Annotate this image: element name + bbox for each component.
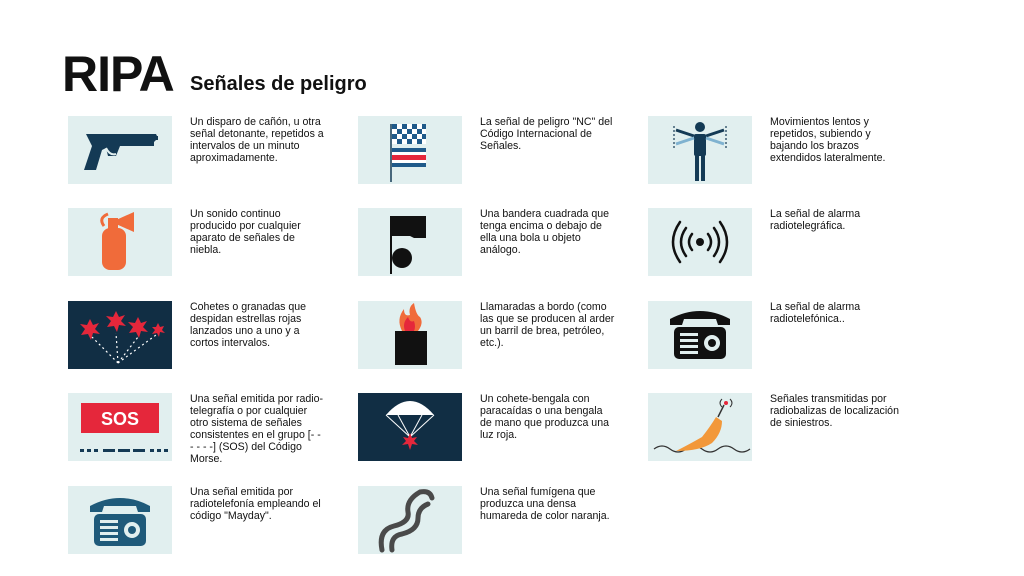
- burning-barrel-icon: [358, 301, 462, 369]
- fireworks-icon: [68, 301, 172, 369]
- telephone-icon: [648, 301, 752, 369]
- signal-description: Un cohete-bengala con paracaídas o una bengala de mano que produzca una luz roja.: [480, 393, 609, 441]
- signal-item-radiotelegraph: [648, 208, 938, 280]
- flag-ball-icon: [358, 208, 462, 276]
- signal-item-radiotelephone-alarm: [648, 301, 938, 373]
- signal-description: Un disparo de cañón, u otra señal detonante, repetidos a intervalos de un minuto aproximadamente.: [190, 116, 324, 164]
- signal-item-smoke: [358, 486, 648, 558]
- radio-waves-icon: [648, 208, 752, 276]
- signal-description: Una bandera cuadrada que tenga encima o debajo de ella una bola u objeto análogo.: [480, 208, 609, 256]
- signal-item-sos: [68, 393, 358, 465]
- signal-description: La señal de alarma radiotelegráfica.: [770, 208, 861, 232]
- signal-item-burning-barrel: [358, 301, 648, 373]
- signal-description: La señal de peligro "NC" del Código Internacional de Señales.: [480, 116, 613, 152]
- radiotelephone-icon: [68, 486, 172, 554]
- signal-item-mayday: [68, 486, 358, 558]
- signal-item-waving-arms: [648, 116, 938, 188]
- epirb-beacon-icon: [648, 393, 752, 461]
- smoke-signal-icon: [358, 486, 462, 554]
- waving-arms-icon: [648, 116, 752, 184]
- signal-item-gunshot: [68, 116, 358, 188]
- signal-description: Cohetes o granadas que despidan estrellas rojas lanzados uno a uno y a cortos intervalos.: [190, 301, 307, 349]
- signal-item-foghorn: [68, 208, 358, 280]
- signal-description: Una señal fumígena que produzca una densa humareda de color naranja.: [480, 486, 610, 522]
- parachute-flare-icon: [358, 393, 462, 461]
- signal-description: Señales transmitidas por radiobalizas de localización de siniestros.: [770, 393, 899, 429]
- page-subtitle: Señales de peligro: [190, 73, 367, 95]
- pistol-icon: [68, 116, 172, 184]
- foghorn-icon: [68, 208, 172, 276]
- svg-text:SOS: SOS: [100, 409, 140, 429]
- sos-morse-icon: [68, 393, 172, 461]
- signal-item-epirb: [648, 393, 938, 465]
- signal-description: La señal de alarma radiotelefónica..: [770, 301, 861, 325]
- signal-item-fireworks: [68, 301, 358, 373]
- signal-description: Movimientos lentos y repetidos, subiendo y bajando los brazos extendidos lateralmente.: [770, 116, 886, 164]
- signal-item-flag-ball: [358, 208, 648, 280]
- signal-item-nc-flags: [358, 116, 648, 188]
- nc-flags-icon: [358, 116, 462, 184]
- signal-description: Una señal emitida por radiotelefonía empleando el código "Mayday".: [190, 486, 321, 522]
- signal-description: Un sonido continuo producido por cualquier aparato de señales de niebla.: [190, 208, 301, 256]
- signal-description: Llamaradas a bordo (como las que se producen al arder un barril de brea, petróleo, etc.).: [480, 301, 615, 349]
- signal-item-parachute-flare: [358, 393, 648, 465]
- page-title: RIPA: [62, 46, 174, 102]
- signal-description: Una señal emitida por radio- telegrafía o por cualquier otro sistema de señales consistentes en el grupo [- - - - - -] (SOS) del Código Morse.: [190, 393, 324, 465]
